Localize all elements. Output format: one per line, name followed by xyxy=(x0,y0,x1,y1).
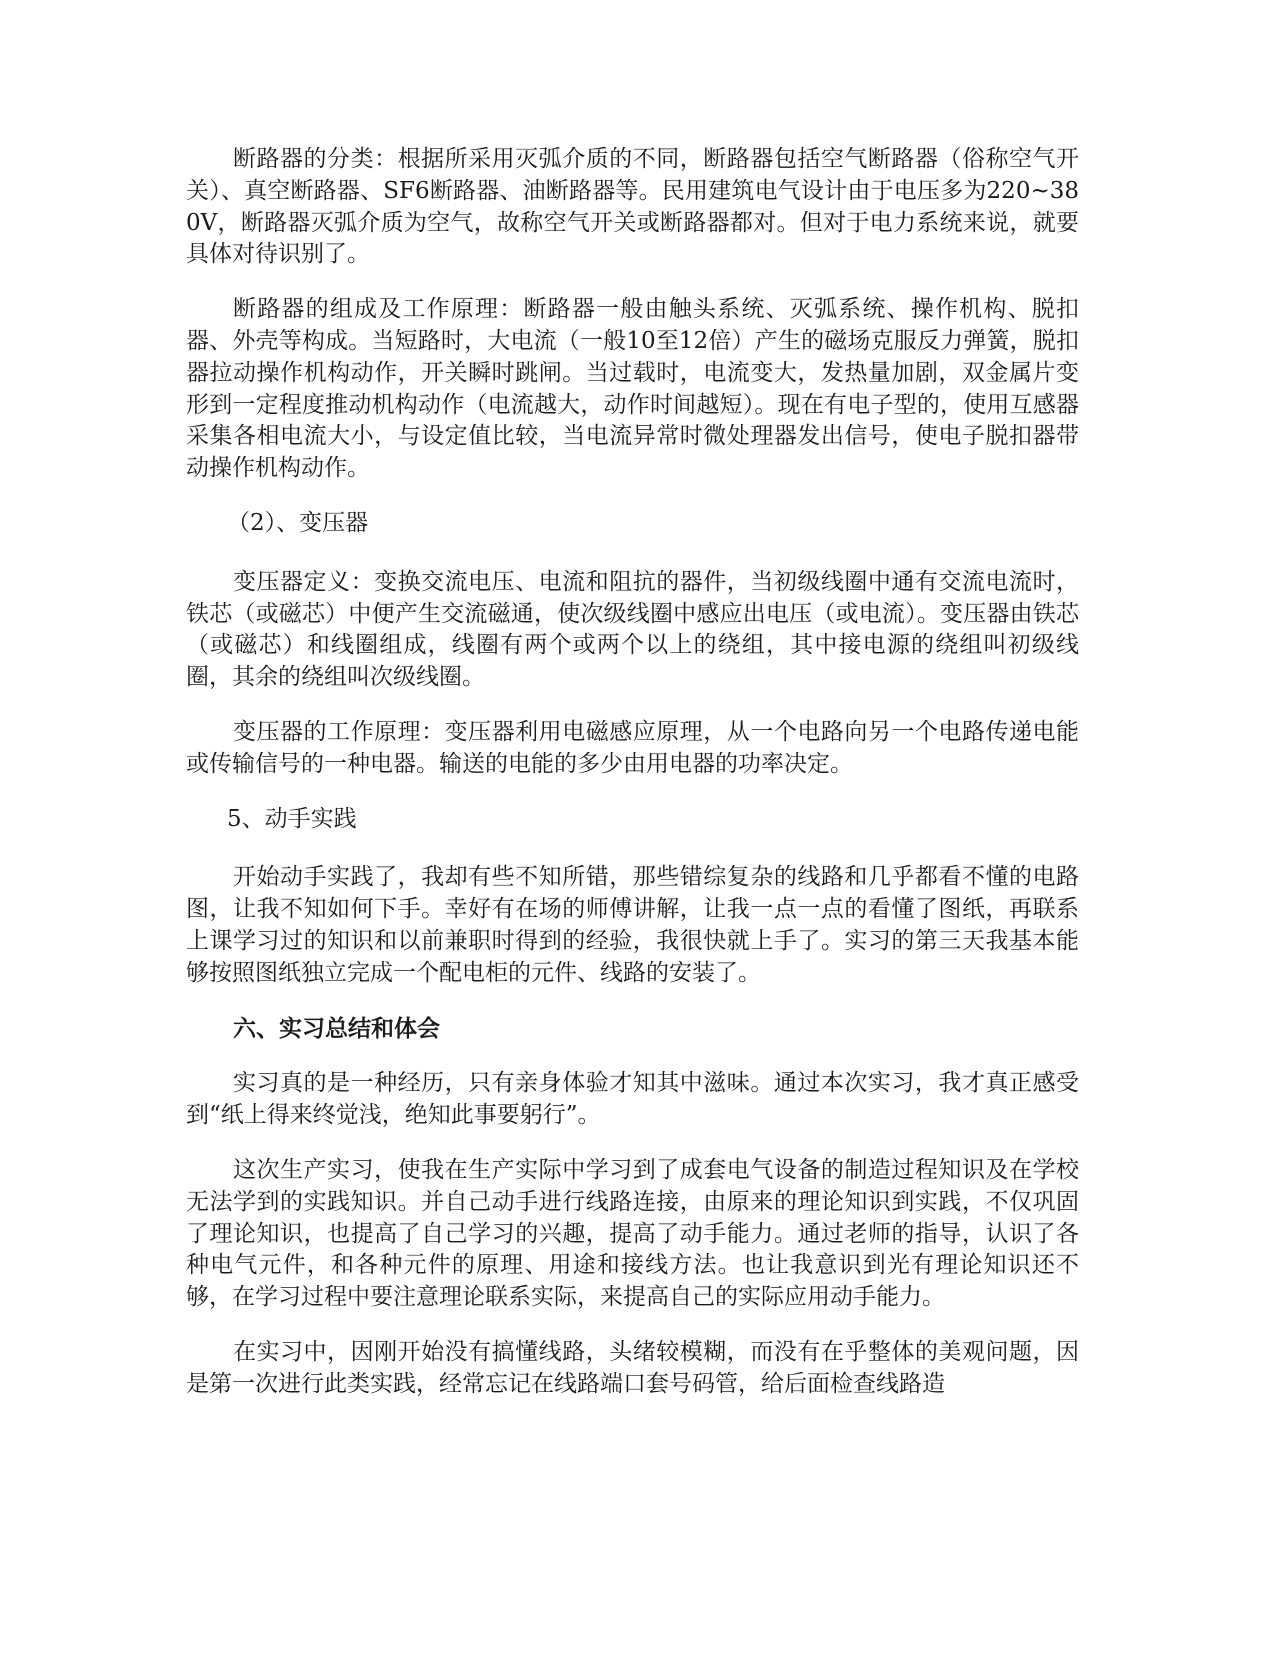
subheading-transformer: （2）、变压器 xyxy=(227,509,369,536)
paragraph-transformer-principle: 变压器的工作原理：变压器利用电磁感应原理，从一个电路向另一个电路传递电能或传输信号的一种电器。输送的电能的多少由用电器的功率决定。 xyxy=(186,718,1079,777)
section-heading-summary: 六、实习总结和体会 xyxy=(233,1014,440,1042)
paragraph-hands-on-practice: 开始动手实践了，我却有些不知所错，那些错综复杂的线路和几乎都看不懂的电路图，让我不知如何下手。幸好有在场的师傅讲解，让我一点一点的看懂了图纸，再联系上课学习过的知识和以前兼职时得到的经验，我很快就上手了。实习的第三天我基本能够按照图纸独立完成一个配电柜的元件、线路的安装了。 xyxy=(186,864,1079,986)
paragraph-summary-production: 这次生产实习，使我在生产实际中学习到了成套电气设备的制造过程知识及在学校无法学到的实践知识。并自己动手进行线路连接，由原来的理论知识到实践，不仅巩固了理论知识，也提高了自己学习的兴趣，提高了动手能力。通过老师的指导，认识了各种电气元件，和各种元件的原理、用途和接线方法。也让我意识到光有理论知识还不够，在学习过程中要注意理论联系实际，来提高自己的实际应用动手能力。 xyxy=(186,1156,1079,1311)
paragraph-summary-mistakes: 在实习中，因刚开始没有搞懂线路，头绪较模糊，而没有在乎整体的美观问题，因是第一次进行此类实践，经常忘记在线路端口套号码管，给后面检查线路造 xyxy=(186,1338,1079,1397)
paragraph-breaker-classification: 断路器的分类：根据所采用灭弧介质的不同，断路器包括空气断路器（俗称空气开关）、真空断路器、SF6断路器、油断路器等。民用建筑电气设计由于电压多为220~380V，断路器灭弧介质为空气，故称空气开关或断路器都对。但对于电力系统来说，就要具体对待识别了。 xyxy=(186,146,1079,268)
subheading-hands-on-practice: 5、动手实践 xyxy=(227,805,357,832)
paragraph-summary-intro: 实习真的是一种经历，只有亲身体验才知其中滋味。通过本次实习，我才真正感受到“纸上得来终觉浅，绝知此事要躬行”。 xyxy=(186,1070,1079,1129)
document-body xyxy=(186,144,1079,1424)
paragraph-transformer-definition: 变压器定义：变换交流电压、电流和阻抗的器件，当初级线圈中通有交流电流时，铁芯（或磁芯）中便产生交流磁通，使次级线圈中感应出电压（或电流）。变压器由铁芯（或磁芯）和线圈组成，线圈有两个或两个以上的绕组，其中接电源的绕组叫初级线圈，其余的绕组叫次级线圈。 xyxy=(186,568,1079,691)
paragraph-breaker-principle: 断路器的组成及工作原理：断路器一般由触头系统、灭弧系统、操作机构、脱扣器、外壳等构成。当短路时，大电流（一般10至12倍）产生的磁场克服反力弹簧，脱扣器拉动操作机构动作，开关瞬时跳闸。当过载时，电流变大，发热量加剧，双金属片变形到一定程度推动机构动作（电流越大，动作时间越短）。现在有电子型的，使用互感器采集各相电流大小，与设定值比较，当电流异常时微处理器发出信号，使电子脱扣器带动操作机构动作。 xyxy=(186,296,1079,482)
